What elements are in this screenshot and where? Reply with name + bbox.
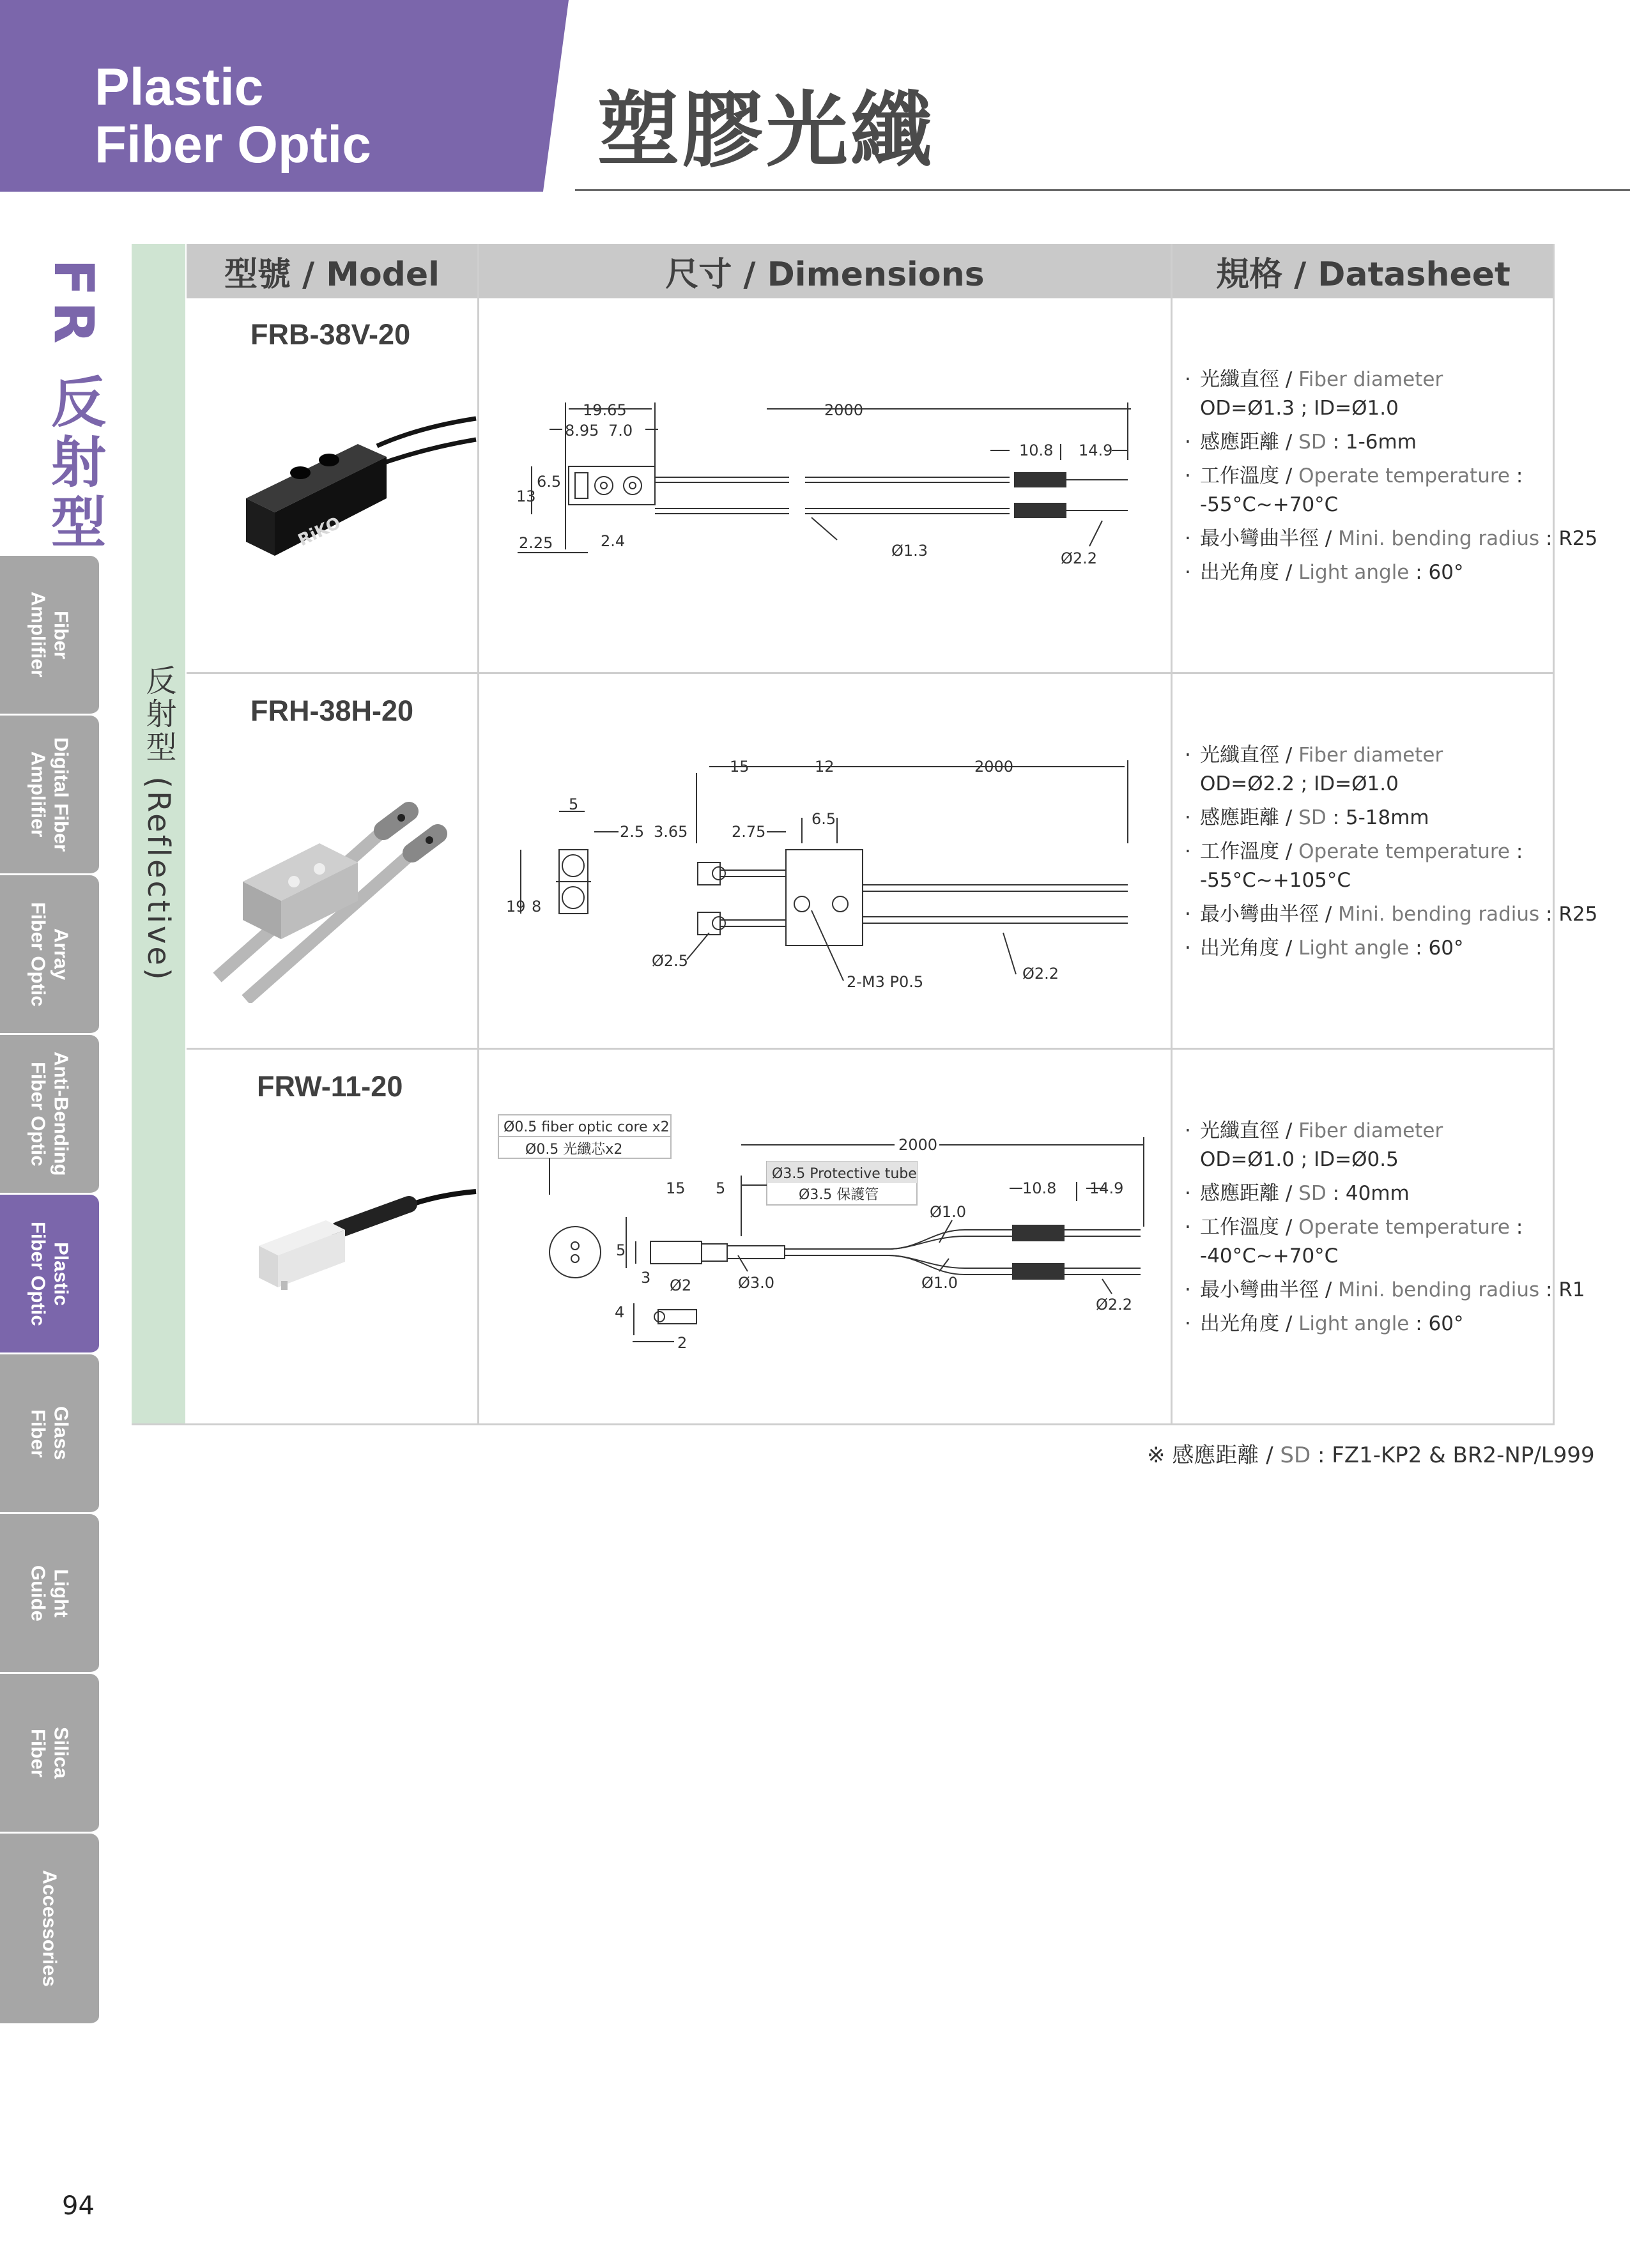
spec-cn: 工作溫度 xyxy=(1200,840,1279,863)
datasheet-frh xyxy=(1182,741,1623,968)
tab-glass-fiber[interactable] xyxy=(0,1354,99,1514)
dim-label: Ø2 xyxy=(670,1276,692,1294)
dim-label: 8 xyxy=(532,898,542,916)
dim-label: 19 xyxy=(506,898,526,916)
table-row-divider xyxy=(187,672,1555,674)
spec-value: OD=Ø1.0 ; ID=Ø0.5 xyxy=(1200,1148,1399,1171)
tab-label: Glass Fiber xyxy=(27,1406,73,1460)
dim-label: 6.5 xyxy=(811,810,836,828)
spec-value: 60° xyxy=(1428,1312,1464,1335)
tab-silica-fiber[interactable] xyxy=(0,1674,99,1834)
tab-anti-bending-fiber-optic[interactable] xyxy=(0,1035,99,1195)
footnote-cn: 感應距離 xyxy=(1172,1443,1259,1468)
spec-en: Fiber diameter xyxy=(1298,1119,1443,1142)
dim-label: 2 xyxy=(677,1334,688,1352)
table-bottom-border xyxy=(132,1423,1555,1425)
dim-label: Ø1.0 xyxy=(930,1203,967,1221)
spec-cn: 工作溫度 xyxy=(1200,1216,1279,1239)
banner-title xyxy=(95,59,371,174)
spec-cn: 光纖直徑 xyxy=(1200,1119,1279,1142)
dim-label: Ø2.2 xyxy=(1061,549,1098,567)
tab-label: Array Fiber Optic xyxy=(27,901,73,1007)
spec-en: Operate temperature xyxy=(1298,464,1510,487)
spec-cn: 感應距離 xyxy=(1200,431,1279,454)
spec-item: · 光纖直徑 / Fiber diameter OD=Ø2.2 ; ID=Ø1.0 xyxy=(1182,741,1623,799)
spec-item: · 最小彎曲半徑 / Mini. bending radius : R1 xyxy=(1182,1276,1623,1305)
spec-item: · 感應距離 / SD : 5-18mm xyxy=(1182,804,1623,832)
dim-label: 14.9 xyxy=(1089,1179,1124,1197)
dim-label: 4 xyxy=(615,1303,625,1321)
dim-label: 19.65 xyxy=(583,401,627,419)
footnote: ※ 感應距離 / SD : FZ1-KP2 & BR2-NP/L999 xyxy=(1147,1443,1595,1468)
spec-item: · 最小彎曲半徑 / Mini. bending radius : R25 xyxy=(1182,525,1623,553)
spec-en: Light angle xyxy=(1298,561,1410,584)
banner-title-line1: Plastic xyxy=(95,58,264,116)
dimension-drawing-frb xyxy=(498,383,1163,575)
dim-label: 2.75 xyxy=(732,823,766,841)
spec-item: · 出光角度 / Light angle : 60° xyxy=(1182,934,1623,963)
spec-item: · 感應距離 / SD : 40mm xyxy=(1182,1179,1623,1208)
spec-value: OD=Ø2.2 ; ID=Ø1.0 xyxy=(1200,772,1399,795)
dim-label: 15 xyxy=(730,758,750,776)
spec-en: Mini. bending radius xyxy=(1338,1278,1540,1301)
model-name: FRH-38H-20 xyxy=(250,694,414,727)
spec-value: -55°C~+70°C xyxy=(1200,493,1339,516)
tab-accessories[interactable] xyxy=(0,1834,99,2025)
page-title: 塑膠光纖 xyxy=(597,83,935,178)
dimension-drawing-frh xyxy=(498,754,1163,997)
header-dimensions: 尺寸 / Dimensions xyxy=(479,244,1171,298)
section-label: FR 反射型 xyxy=(42,259,105,553)
page-number: 94 xyxy=(62,2191,95,2221)
spec-value: OD=Ø1.3 ; ID=Ø1.0 xyxy=(1200,397,1399,420)
footnote-value: FZ1-KP2 & BR2-NP/L999 xyxy=(1332,1443,1595,1468)
tab-light-guide[interactable] xyxy=(0,1514,99,1674)
title-divider xyxy=(575,189,1630,191)
tab-digital-fiber-amplifier[interactable] xyxy=(0,716,99,875)
spec-cn: 出光角度 xyxy=(1200,561,1279,584)
dim-label: 10.8 xyxy=(1022,1179,1057,1197)
spec-cn: 光纖直徑 xyxy=(1200,368,1279,391)
dim-label: 7.0 xyxy=(608,422,633,440)
spec-value: -55°C~+105°C xyxy=(1200,869,1351,892)
model-name: FRW-11-20 xyxy=(257,1070,403,1103)
tab-label: Accessories xyxy=(38,1870,61,1987)
tab-fiber-amplifier[interactable] xyxy=(0,556,99,716)
spec-value: -40°C~+70°C xyxy=(1200,1245,1339,1268)
spec-value: R1 xyxy=(1558,1278,1585,1301)
header-datasheet: 規格 / Datasheet xyxy=(1173,244,1554,298)
spec-cn: 最小彎曲半徑 xyxy=(1200,1278,1319,1301)
spec-value: 60° xyxy=(1428,937,1464,960)
spec-en: Light angle xyxy=(1298,1312,1410,1335)
spec-item: · 出光角度 / Light angle : 60° xyxy=(1182,558,1623,587)
spec-cn: 感應距離 xyxy=(1200,806,1279,829)
dim-label: Ø1.0 xyxy=(921,1274,958,1292)
spec-cn: 感應距離 xyxy=(1200,1182,1279,1205)
tab-array-fiber-optic[interactable] xyxy=(0,875,99,1035)
spec-en: SD xyxy=(1298,806,1326,829)
spec-value: 5-18mm xyxy=(1345,806,1429,829)
tab-label: Digital Fiber Amplifier xyxy=(27,737,73,852)
tab-label: Silica Fiber xyxy=(27,1727,73,1779)
dim-label: 2000 xyxy=(974,758,1014,776)
category-label: 反射型 (Reflective) xyxy=(141,664,176,983)
callout-label: Ø3.5 保護管 xyxy=(799,1187,879,1203)
spec-cn: 出光角度 xyxy=(1200,937,1279,960)
table-divider xyxy=(1171,244,1173,1425)
callout-label: Ø3.5 Protective tube xyxy=(772,1166,917,1182)
tab-plastic-fiber-optic[interactable] xyxy=(0,1195,99,1354)
spec-item: · 光纖直徑 / Fiber diameter OD=Ø1.3 ; ID=Ø1.0 xyxy=(1182,365,1623,423)
dim-label: 2.4 xyxy=(601,532,626,550)
spec-cn: 最小彎曲半徑 xyxy=(1200,903,1319,926)
product-photo-frw xyxy=(243,1169,479,1297)
table-row-divider xyxy=(187,1048,1555,1050)
spec-value: R25 xyxy=(1558,527,1598,550)
spec-item: · 出光角度 / Light angle : 60° xyxy=(1182,1310,1623,1338)
spec-cn: 光纖直徑 xyxy=(1200,744,1279,767)
product-photo-frh xyxy=(192,786,460,1003)
dim-label: 3 xyxy=(641,1269,651,1287)
spec-en: SD xyxy=(1298,1182,1326,1205)
product-photo-frb xyxy=(230,396,479,569)
callout-label: Ø0.5 光纖芯x2 xyxy=(525,1142,623,1158)
spec-item: · 工作溫度 / Operate temperature : -55°C~+105°C xyxy=(1182,838,1623,895)
dim-label: 12 xyxy=(815,758,834,776)
dim-label: Ø3.0 xyxy=(738,1274,775,1292)
spec-value: 1-6mm xyxy=(1345,431,1417,454)
dim-label: 2-M3 P0.5 xyxy=(847,973,924,991)
product-brand-mark: RiKO xyxy=(295,513,344,551)
spec-en: Operate temperature xyxy=(1298,840,1510,863)
spec-item: · 工作溫度 / Operate temperature : -40°C~+70°C xyxy=(1182,1213,1623,1271)
tab-label: Plastic Fiber Optic xyxy=(27,1221,73,1326)
spec-en: Mini. bending radius xyxy=(1338,527,1540,550)
callout-label: Ø0.5 fiber optic core x2 xyxy=(504,1119,670,1135)
spec-en: Mini. bending radius xyxy=(1338,903,1540,926)
dim-label: 2.25 xyxy=(519,534,553,552)
spec-item: · 最小彎曲半徑 / Mini. bending radius : R25 xyxy=(1182,900,1623,929)
dim-label: Ø1.3 xyxy=(891,542,928,560)
dim-label: 2.5 xyxy=(620,823,645,841)
dim-label: 5 xyxy=(569,795,579,813)
spec-en: Fiber diameter xyxy=(1298,744,1443,767)
dim-label: 15 xyxy=(666,1179,686,1197)
header-model: 型號 / Model xyxy=(187,244,477,298)
dimension-drawing-frw xyxy=(492,1112,1163,1361)
tab-label: Fiber Amplifier xyxy=(27,592,73,678)
tab-label: Anti-Bending Fiber Optic xyxy=(27,1052,73,1176)
dim-label: 6.5 xyxy=(537,473,562,491)
banner-title-line2: Fiber Optic xyxy=(95,116,371,174)
model-name: FRB-38V-20 xyxy=(250,318,411,351)
spec-cn: 最小彎曲半徑 xyxy=(1200,527,1319,550)
spec-value: R25 xyxy=(1558,903,1598,926)
spec-cn: 工作溫度 xyxy=(1200,464,1279,487)
dim-label: 5 xyxy=(616,1241,626,1259)
datasheet-frw xyxy=(1182,1117,1623,1344)
spec-item: · 光纖直徑 / Fiber diameter OD=Ø1.0 ; ID=Ø0.5 xyxy=(1182,1117,1623,1174)
dim-label: 13 xyxy=(516,487,536,505)
datasheet-frb xyxy=(1182,365,1623,592)
dim-label: 2000 xyxy=(824,401,864,419)
dim-label: 10.8 xyxy=(1019,441,1054,459)
spec-value: 60° xyxy=(1428,561,1464,584)
dim-label: Ø2.2 xyxy=(1096,1296,1133,1314)
dim-label: 2000 xyxy=(898,1136,938,1154)
spec-en: Fiber diameter xyxy=(1298,368,1443,391)
spec-item: · 工作溫度 / Operate temperature : -55°C~+70°C xyxy=(1182,462,1623,519)
dim-label: 8.95 xyxy=(565,422,599,440)
dim-label: Ø2.2 xyxy=(1022,965,1059,983)
spec-en: Operate temperature xyxy=(1298,1216,1510,1239)
footnote-mark: ※ xyxy=(1147,1443,1165,1468)
tab-label: Light Guide xyxy=(27,1565,73,1621)
spec-en: SD xyxy=(1298,431,1326,454)
spec-cn: 出光角度 xyxy=(1200,1312,1279,1335)
dim-label: 3.65 xyxy=(654,823,688,841)
dim-label: Ø2.5 xyxy=(652,952,689,970)
dim-label: 14.9 xyxy=(1079,441,1113,459)
footnote-en: SD xyxy=(1280,1443,1311,1468)
dim-label: 5 xyxy=(716,1179,726,1197)
spec-en: Light angle xyxy=(1298,937,1410,960)
spec-value: 40mm xyxy=(1345,1182,1410,1205)
spec-item: · 感應距離 / SD : 1-6mm xyxy=(1182,428,1623,457)
